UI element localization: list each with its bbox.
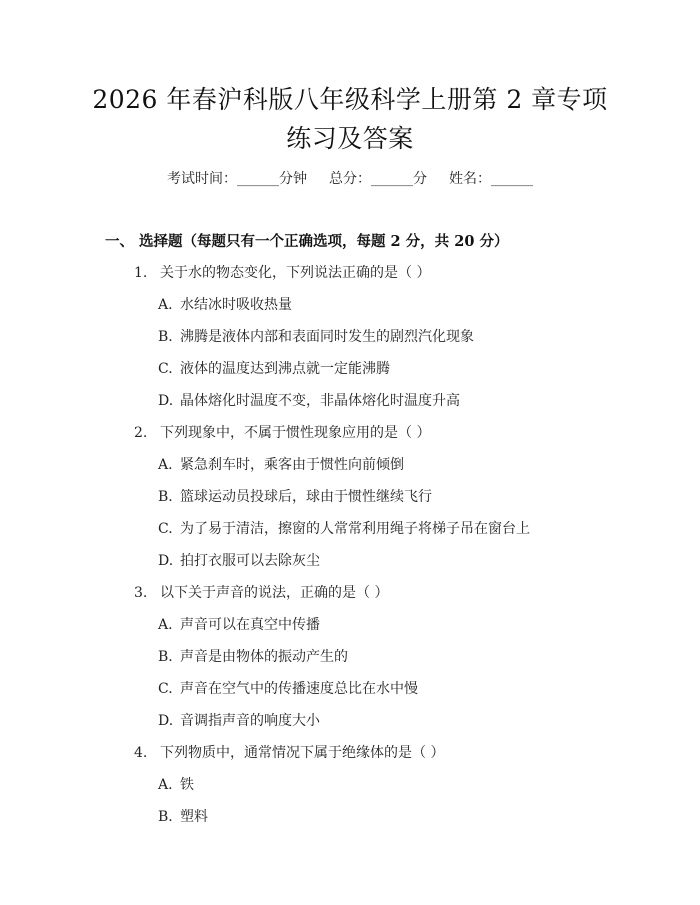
question-4 bbox=[134, 742, 444, 762]
question-number: 3. bbox=[134, 585, 148, 601]
option-letter: C. bbox=[158, 521, 173, 537]
question-1-option-c bbox=[158, 358, 390, 378]
exam-score-field: 总分：______分 bbox=[329, 171, 427, 187]
exam-name-field: 姓名：______ bbox=[449, 171, 533, 187]
question-3-option-c bbox=[158, 678, 418, 698]
option-text: 塑料 bbox=[180, 809, 208, 825]
option-text: 铁 bbox=[180, 777, 194, 793]
question-text: 下列物质中，通常情况下属于绝缘体的是（ ） bbox=[160, 745, 445, 761]
option-text: 晶体熔化时温度不变，非晶体熔化时温度升高 bbox=[180, 393, 460, 409]
document-title-line-2: 练习及答案 bbox=[286, 124, 414, 153]
question-2 bbox=[134, 422, 430, 442]
option-letter: B. bbox=[158, 809, 173, 825]
option-text: 水结冰时吸收热量 bbox=[180, 297, 292, 313]
question-2-option-a bbox=[158, 454, 404, 474]
question-number: 2. bbox=[134, 425, 148, 441]
question-4-option-a bbox=[158, 774, 194, 794]
option-text: 声音是由物体的振动产生的 bbox=[180, 649, 348, 665]
question-1 bbox=[134, 262, 430, 282]
option-letter: A. bbox=[158, 617, 173, 633]
option-letter: A. bbox=[158, 457, 173, 473]
question-3-option-b bbox=[158, 646, 348, 666]
question-1-option-d bbox=[158, 390, 460, 410]
option-text: 音调指声音的响度大小 bbox=[180, 713, 320, 729]
question-4-option-b bbox=[158, 806, 208, 826]
option-letter: B. bbox=[158, 329, 173, 345]
option-text: 液体的温度达到沸点就一定能沸腾 bbox=[180, 361, 390, 377]
option-letter: D. bbox=[158, 393, 174, 409]
question-3-option-d bbox=[158, 710, 320, 730]
section-heading bbox=[105, 230, 508, 251]
option-letter: A. bbox=[158, 297, 173, 313]
option-text: 紧急刹车时，乘客由于惯性向前倾倒 bbox=[180, 457, 404, 473]
question-number: 4. bbox=[134, 745, 148, 761]
option-letter: D. bbox=[158, 713, 174, 729]
document-title-line-1: 2026 年春沪科版八年级科学上册第 2 章专项 bbox=[92, 85, 608, 114]
question-3 bbox=[134, 582, 388, 602]
exam-info-line bbox=[0, 168, 700, 188]
question-2-option-d bbox=[158, 550, 320, 570]
question-number: 1. bbox=[134, 265, 148, 281]
option-letter: C. bbox=[158, 681, 173, 697]
option-letter: D. bbox=[158, 553, 174, 569]
section-title: 选择题（每题只有一个正确选项，每题 2 分，共 20 分） bbox=[139, 233, 509, 250]
option-text: 篮球运动员投球后，球由于惯性继续飞行 bbox=[180, 489, 432, 505]
option-text: 沸腾是液体内部和表面同时发生的剧烈汽化现象 bbox=[180, 329, 474, 345]
question-2-option-c bbox=[158, 518, 530, 538]
option-text: 声音在空气中的传播速度总比在水中慢 bbox=[180, 681, 418, 697]
question-text: 下列现象中，不属于惯性现象应用的是（ ） bbox=[160, 425, 431, 441]
option-letter: A. bbox=[158, 777, 173, 793]
section-number: 一、 bbox=[105, 233, 134, 250]
question-text: 以下关于声音的说法，正确的是（ ） bbox=[160, 585, 389, 601]
option-letter: B. bbox=[158, 489, 173, 505]
option-text: 声音可以在真空中传播 bbox=[180, 617, 320, 633]
question-text: 关于水的物态变化，下列说法正确的是（ ） bbox=[160, 265, 431, 281]
option-text: 拍打衣服可以去除灰尘 bbox=[180, 553, 320, 569]
question-1-option-b bbox=[158, 326, 474, 346]
option-letter: C. bbox=[158, 361, 173, 377]
question-3-option-a bbox=[158, 614, 320, 634]
question-2-option-b bbox=[158, 486, 432, 506]
option-text: 为了易于清洁，擦窗的人常常利用绳子将梯子吊在窗台上 bbox=[180, 521, 530, 537]
exam-time-field: 考试时间：______分钟 bbox=[167, 171, 307, 187]
option-letter: B. bbox=[158, 649, 173, 665]
question-1-option-a bbox=[158, 294, 292, 314]
